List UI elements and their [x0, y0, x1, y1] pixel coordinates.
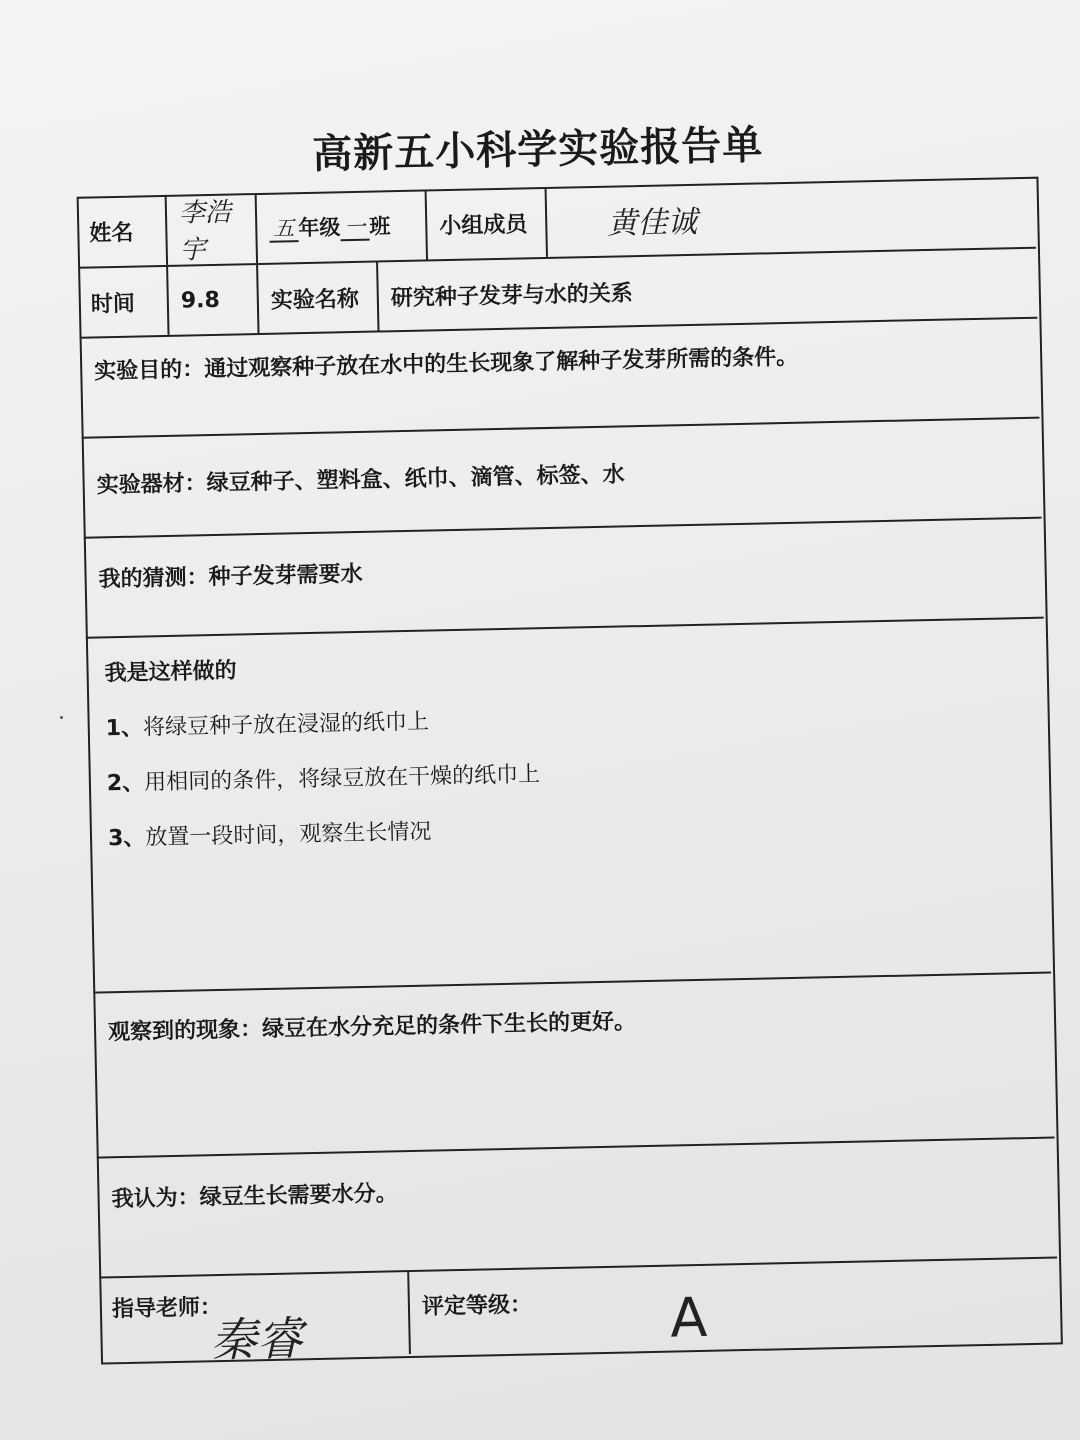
purpose-value: 通过观察种子放在水中的生长现象了解种子发芽所需的条件。 [204, 344, 799, 383]
report-sheet [57, 105, 1043, 1368]
guess-label: 我的猜测： [98, 565, 209, 593]
paper-speck [60, 716, 63, 719]
class-label: 班 [369, 214, 391, 239]
experiment-label: 实验名称 [258, 262, 379, 332]
teacher-label: 指导老师： [111, 1294, 223, 1323]
conclusion-value: 绿豆生长需要水分。 [199, 1181, 398, 1211]
row-procedure [86, 617, 1051, 992]
row-conclusion [97, 1137, 1057, 1277]
conclusion-text [111, 1176, 398, 1213]
rating-cell [409, 1258, 1059, 1354]
materials-value: 绿豆种子、塑料盒、纸巾、滴管、标签、水 [206, 462, 625, 497]
observation-value: 绿豆在水分充足的条件下生长的更好。 [261, 1009, 637, 1043]
report-table [77, 177, 1063, 1368]
grade-class [269, 210, 391, 243]
rating-value: A [669, 1285, 708, 1350]
purpose-text [94, 340, 799, 386]
rating-label: 评定等级： [421, 1292, 533, 1320]
procedure-step [107, 757, 541, 797]
materials-label: 实验器材： [96, 471, 207, 499]
guess-text [98, 557, 363, 594]
experiment-value: 研究种子发芽与水的关系 [390, 280, 634, 311]
members-value: 黄佳诚 [606, 204, 698, 242]
members-label: 小组成员 [427, 187, 548, 259]
class-value: 一 [340, 215, 370, 242]
materials-text [96, 457, 625, 499]
name-label: 姓名 [77, 195, 168, 267]
purpose-label: 实验目的： [94, 357, 205, 385]
procedure-block [104, 647, 542, 876]
time-value: 9.8 [168, 265, 259, 335]
row-observation [93, 972, 1054, 1157]
grade-class-cell [257, 189, 428, 263]
step-number: 1、 [105, 715, 144, 742]
observation-label: 观察到的现象： [107, 1017, 263, 1046]
step-text: 将绿豆种子放在浸湿的纸巾上 [142, 709, 430, 741]
procedure-step [108, 812, 542, 852]
page-title: 高新五小科学实验报告单 [311, 122, 764, 178]
conclusion-label: 我认为： [111, 1185, 200, 1213]
grade-label: 年级 [298, 215, 341, 241]
step-number: 2、 [106, 770, 145, 797]
name-value: 李浩宇 [167, 193, 258, 265]
time-label: 时间 [78, 267, 169, 337]
step-number: 3、 [107, 825, 146, 852]
teacher-signature: 秦睿 [210, 1311, 304, 1368]
step-text: 放置一段时间，观察生长情况 [145, 819, 432, 851]
observation-text [108, 1004, 637, 1046]
grade-value: 五 [269, 216, 299, 243]
procedure-step [105, 702, 539, 742]
guess-value: 种子发芽需要水 [208, 561, 363, 591]
step-text: 用相同的条件，将绿豆放在干燥的纸巾上 [143, 762, 541, 796]
procedure-heading: 我是这样做的 [104, 658, 237, 687]
